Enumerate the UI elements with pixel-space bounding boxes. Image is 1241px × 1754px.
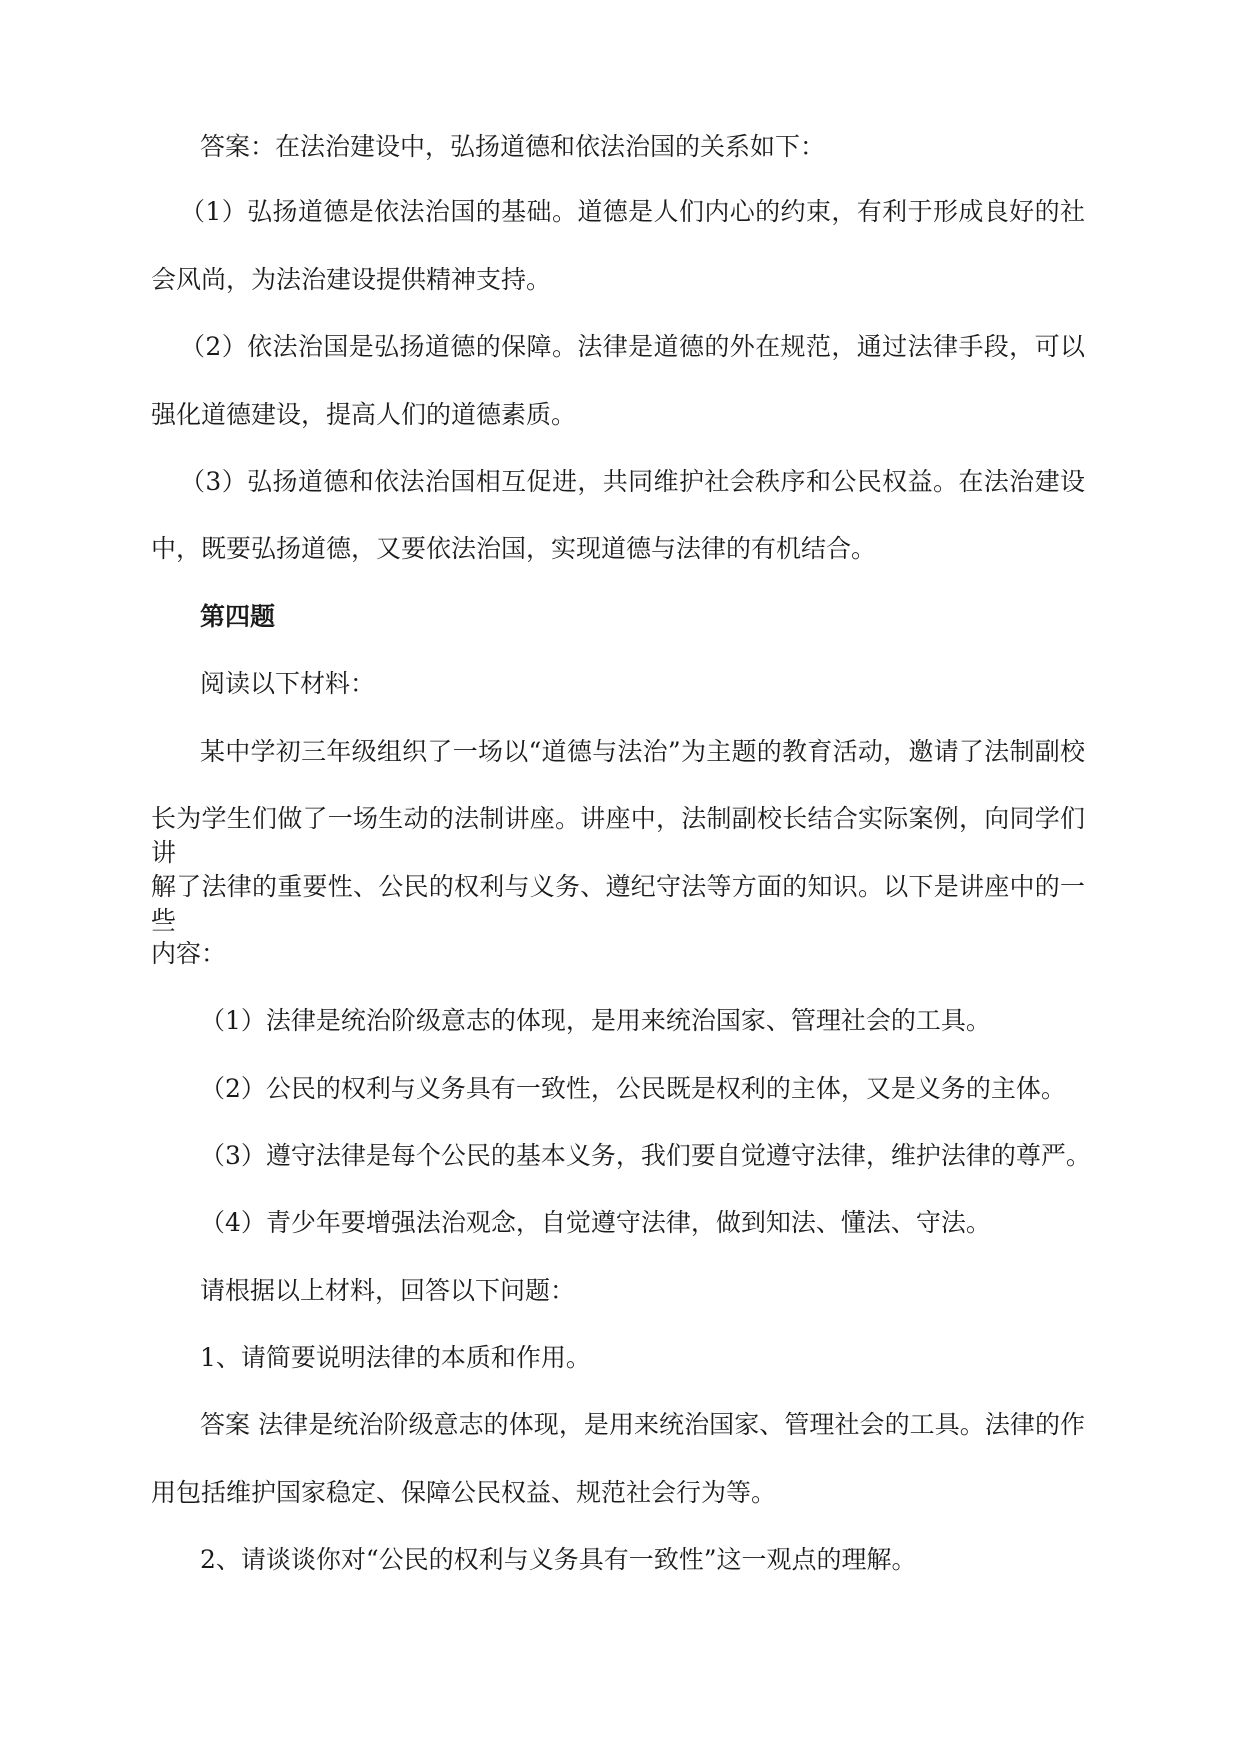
answer-point-2-line-1: （2）依法治国是弘扬道德的保障。法律是道德的外在规范，通过法律手段，可以 bbox=[180, 332, 1085, 361]
answer-intro: 答案：在法治建设中，弘扬道德和依法治国的关系如下： bbox=[200, 132, 826, 161]
answer-1-line-1: 答案 法律是统治阶级意志的体现，是用来统治国家、管理社会的工具。法律的作 bbox=[200, 1410, 1085, 1439]
question-2: 2、请谈谈你对“公民的权利与义务具有一致性”这一观点的理解。 bbox=[200, 1545, 917, 1574]
material-line-3: 解了法律的重要性、公民的权利与义务、遵纪守法等方面的知识。以下是讲座中的一些 bbox=[151, 872, 1085, 935]
question-prompt: 请根据以上材料，回答以下问题： bbox=[200, 1276, 576, 1305]
answer-1-line-2: 用包括维护国家稳定、保障公民权益、规范社会行为等。 bbox=[151, 1478, 777, 1507]
material-line-4: 内容： bbox=[151, 939, 227, 968]
answer-point-3-line-2: 中，既要弘扬道德，又要依法治国，实现道德与法律的有机结合。 bbox=[151, 534, 877, 563]
answer-point-1-line-2: 会风尚，为法治建设提供精神支持。 bbox=[151, 265, 552, 294]
lecture-point-2: （2）公民的权利与义务具有一致性，公民既是权利的主体，又是义务的主体。 bbox=[200, 1074, 1066, 1103]
answer-point-1-line-1: （1）弘扬道德是依法治国的基础。道德是人们内心的约束，有利于形成良好的社 bbox=[180, 197, 1085, 226]
material-line-1: 某中学初三年级组织了一场以“道德与法治”为主题的教育活动，邀请了法制副校 bbox=[200, 737, 1085, 766]
lecture-point-1: （1）法律是统治阶级意志的体现，是用来统治国家、管理社会的工具。 bbox=[200, 1006, 991, 1035]
answer-point-2-line-2: 强化道德建设，提高人们的道德素质。 bbox=[151, 400, 577, 429]
question-1: 1、请简要说明法律的本质和作用。 bbox=[200, 1343, 591, 1372]
section-heading: 第四题 bbox=[200, 602, 276, 631]
lecture-point-4: （4）青少年要增强法治观念，自觉遵守法律，做到知法、懂法、守法。 bbox=[200, 1208, 991, 1237]
answer-point-3-line-1: （3）弘扬道德和依法治国相互促进，共同维护社会秩序和公民权益。在法治建设 bbox=[180, 467, 1085, 496]
lecture-point-3: （3）遵守法律是每个公民的基本义务，我们要自觉遵守法律，维护法律的尊严。 bbox=[200, 1141, 1091, 1170]
material-line-2: 长为学生们做了一场生动的法制讲座。讲座中，法制副校长结合实际案例，向同学们讲 bbox=[151, 804, 1085, 867]
reading-prompt: 阅读以下材料： bbox=[200, 669, 376, 698]
